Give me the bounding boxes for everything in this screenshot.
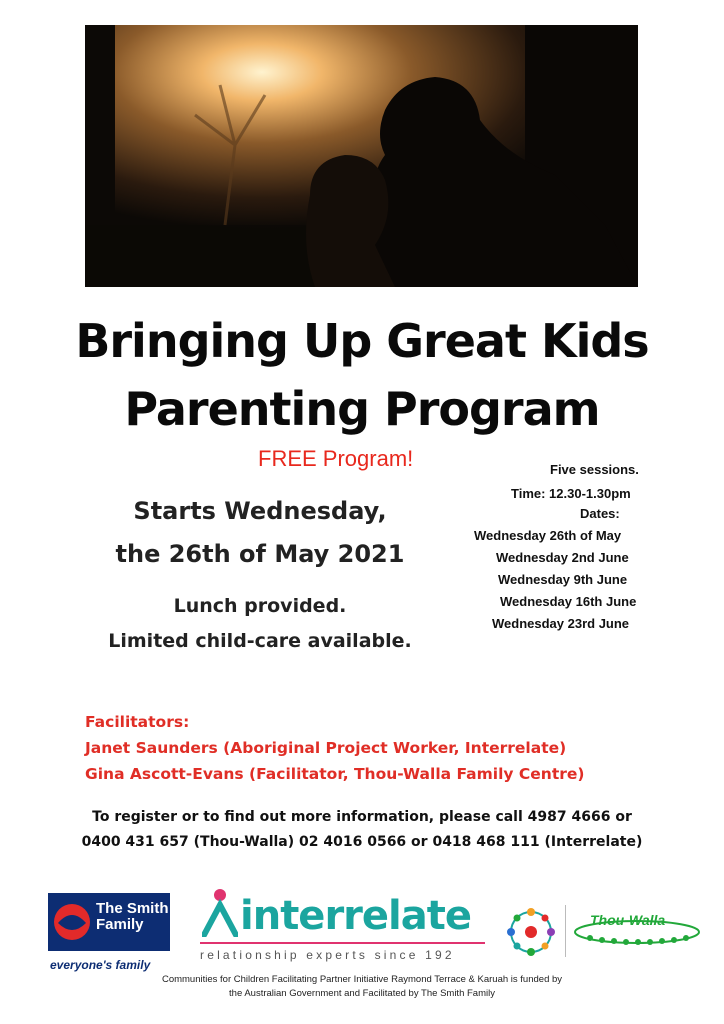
free-program-label: FREE Program!: [258, 446, 414, 471]
lunch-note: Lunch provided.: [173, 595, 347, 617]
session-date: Wednesday 16th June: [500, 594, 637, 609]
smith-family-tagline: everyone's family: [50, 958, 151, 972]
session-time: Time: 12.30-1.30pm: [511, 486, 631, 501]
childcare-note: Limited child-care available.: [108, 630, 412, 652]
session-date: Wednesday 9th June: [498, 572, 628, 587]
interrelate-person-icon: [202, 887, 238, 942]
session-date: Wednesday 26th of May: [474, 528, 622, 543]
interrelate-tagline: relationship experts since 192: [200, 948, 455, 962]
thou-walla-logo: [572, 908, 702, 948]
logo-divider: [565, 905, 566, 957]
start-date-line-2: the 26th of May 2021: [115, 540, 405, 568]
session-date: Wednesday 23rd June: [492, 616, 630, 631]
hero-photo: [85, 25, 638, 287]
facilitator-name: Janet Saunders (Aboriginal Project Worker, Interrelate): [85, 739, 567, 757]
smith-family-logo: [48, 893, 170, 951]
funding-note-line-2: the Australian Government and Facilitated by The Smith Family: [229, 988, 495, 999]
registration-info-line-1: To register or to find out more information, please call 4987 4666 or: [92, 809, 632, 825]
thou-walla-name: Thou-Walla: [590, 912, 666, 928]
funding-note-line-1: Communities for Children Facilitating Partner Initiative Raymond Terrace & Karuah is funded by: [161, 974, 563, 985]
smith-family-name-line-2: Family: [96, 915, 144, 933]
interrelate-wordmark: interrelate: [240, 893, 471, 939]
interrelate-divider: [200, 942, 485, 944]
session-date: Wednesday 2nd June: [496, 550, 629, 565]
smith-family-name-line-1: The Smith: [96, 900, 169, 917]
dates-label: Dates:: [580, 506, 620, 521]
father-baby-silhouette-icon: [85, 25, 638, 287]
community-wheel-logo-icon: [505, 906, 557, 963]
registration-info-line-2: 0400 431 657 (Thou-Walla) 02 4016 0566 or 0418 468 111 (Interrelate): [81, 834, 643, 850]
sessions-count: Five sessions.: [550, 462, 639, 477]
start-date-line-1: Starts Wednesday,: [133, 497, 387, 525]
title-line-2: Parenting Program: [124, 382, 600, 436]
title-line-1: Bringing Up Great Kids: [75, 314, 649, 368]
facilitators-heading: Facilitators:: [85, 713, 190, 731]
facilitator-name: Gina Ascott-Evans (Facilitator, Thou-Walla Family Centre): [85, 765, 585, 783]
